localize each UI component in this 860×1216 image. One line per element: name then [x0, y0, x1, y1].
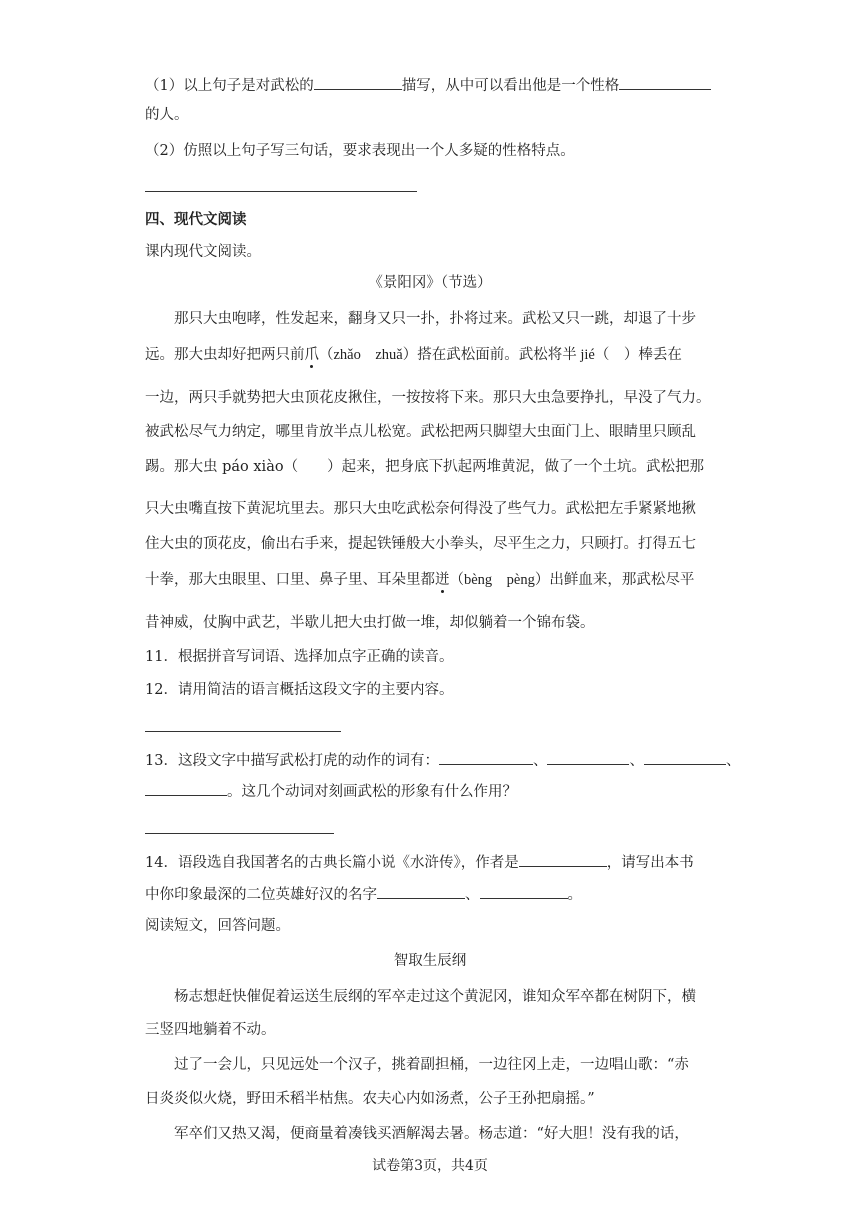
section-intro: 课内现代文阅读。 [145, 244, 261, 260]
dotted-char: 爪 [304, 347, 319, 363]
passage-line: 一边，两只手就势把大虫顶花皮揪住，一按按将下来。那只大虫急要挣扎，早没了气力。 [145, 390, 711, 406]
answer-line[interactable] [145, 731, 341, 732]
question-12: 12．请用简洁的语言概括这段文字的主要内容。 [145, 682, 454, 698]
answer-blank[interactable] [439, 750, 533, 765]
passage-title: 《景阳冈》（节选） [368, 275, 492, 291]
answer-line[interactable] [145, 191, 417, 192]
passage-line: 三竖四地躺着不动。 [145, 1022, 276, 1038]
section-heading: 四、现代文阅读 [145, 211, 247, 228]
passage-line: 过了一会儿，只见远处一个汉子，挑着副担桶，一边往冈上走，一边唱山歌：“赤 [174, 1057, 689, 1073]
answer-blank[interactable] [377, 884, 465, 899]
q-prev-part2: （2）仿照以上句子写三句话，要求表现出一个人多疑的性格特点。 [145, 143, 575, 159]
question-11: 11．根据拼音写词语、选择加点字正确的读音。 [145, 649, 454, 665]
passage-line: 昔神威，仗胸中武艺，半歇儿把大虫打做一堆，却似躺着一个锦布袋。 [145, 615, 595, 631]
passage-title: 智取生辰纲 [393, 953, 467, 969]
question-14-cont: 中你印象最深的二位英雄好汉的名字 、 。 [145, 884, 582, 905]
answer-line[interactable] [145, 833, 334, 834]
question-13-cont: 。这几个动词对刻画武松的形象有什么作用？ [145, 781, 517, 802]
dotted-char: 迸 [435, 572, 450, 588]
answer-blank[interactable] [480, 884, 568, 899]
passage-line: 只大虫嘴直按下黄泥坑里去。那只大虫吃武松奈何得没了些气力。武松把左手紧紧地揪 [145, 501, 696, 517]
answer-blank[interactable] [519, 852, 607, 867]
passage-line: 那只大虫咆哮，性发起来，翻身又只一扑，扑将过来。武松又只一跳，却退了十步 [174, 311, 696, 327]
passage-line: 远。那大虫却好把两只前爪（zhǎo zhuǎ）搭在武松面前。武松将半 jié（ ）棒丢在 [145, 347, 682, 363]
passage-line: 杨志想赶快催促着运送生辰纲的军卒走过这个黄泥冈，谁知众军卒都在树阴下，横 [174, 989, 696, 1005]
question-14: 14．语段选自我国著名的古典长篇小说《水浒传》，作者是 ，请写出本书 [145, 852, 694, 873]
answer-blank[interactable] [547, 750, 629, 765]
passage-line: 被武松尽气力纳定，哪里肯放半点儿松宽。武松把两只脚望大虫面门上、眼睛里只顾乱 [145, 424, 696, 440]
question-13: 13．这段文字中描写武松打虎的动作的词有： 、 、 、 [145, 750, 740, 771]
passage-line: 军卒们又热又渴，便商量着凑钱买酒解渴去暑。杨志道：“好大胆！没有我的话， [174, 1126, 689, 1142]
q-prev-part1: （1）以上句子是对武松的 描写，从中可以看出他是一个性格 [145, 75, 711, 96]
answer-blank[interactable] [644, 750, 726, 765]
q-prev-part1-cont: 的人。 [145, 107, 189, 123]
page-footer: 试卷第3页，共4页 [372, 1158, 488, 1174]
passage-line: 住大虫的顶花皮，偷出右手来，提起铁锤般大小拳头，尽平生之力，只顾打。打得五七 [145, 536, 696, 552]
answer-blank[interactable] [314, 75, 402, 90]
reading-intro: 阅读短文，回答问题。 [145, 918, 290, 934]
passage-line: 踢。那大虫 páo xiào（ ）起来，把身底下扒起两堆黄泥，做了一个土坑。武松把那 [145, 459, 705, 475]
passage-line: 十拳，那大虫眼里、口里、鼻子里、耳朵里都迸（bèng pèng）出鲜血来，那武松尽平 [145, 572, 695, 588]
answer-blank[interactable] [619, 75, 711, 90]
answer-blank[interactable] [145, 781, 227, 796]
passage-line: 日炎炎似火烧，野田禾稻半枯焦。农夫心内如汤煮，公子王孙把扇摇。” [145, 1091, 595, 1107]
